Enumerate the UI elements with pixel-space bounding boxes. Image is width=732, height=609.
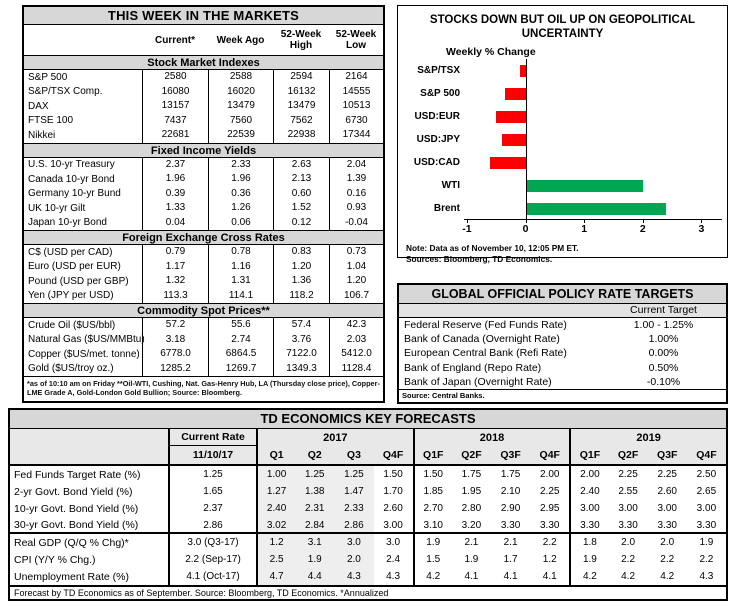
table-row	[24, 201, 383, 216]
row-label: UK 10-yr Gilt	[28, 202, 86, 214]
table-cell: 2.0	[334, 551, 373, 568]
table-cell: 1.36	[273, 274, 329, 289]
table-cell: 4.2	[660, 571, 675, 582]
table-cell: 2594	[273, 70, 329, 85]
chart-category-label: WTI	[441, 180, 460, 192]
table-cell: 0.16	[329, 187, 383, 202]
table-cell: 2.55	[618, 486, 638, 497]
table-cell: 3.76	[273, 333, 329, 348]
markets-section-header: Foreign Exchange Cross Rates	[24, 230, 383, 245]
table-cell: 3.30	[530, 517, 569, 534]
table-cell: 3.00	[657, 503, 677, 514]
policy-rate-table-title: GLOBAL OFFICIAL POLICY RATE TARGETS	[399, 285, 726, 304]
table-row	[10, 500, 726, 517]
table-row	[24, 362, 383, 377]
table-cell: -0.10%	[646, 375, 681, 388]
markets-section-header: Fixed Income Yields	[24, 143, 383, 158]
forecasts-year-header: 2019	[569, 429, 726, 446]
current-rate-cell: 1.65	[168, 483, 256, 500]
chart-x-axis-ticks	[464, 220, 722, 237]
table-cell: 1.00%	[648, 333, 679, 346]
forecasts-table-title: TD ECONOMICS KEY FORECASTS	[10, 410, 726, 429]
table-cell: 0.50%	[648, 361, 679, 374]
table-cell: 1269.7	[208, 362, 273, 377]
row-label: Euro (USD per EUR)	[28, 261, 121, 273]
row-label: Nikkei	[28, 129, 56, 141]
table-cell: 1128.4	[329, 362, 383, 377]
table-cell: 3.20	[452, 517, 491, 534]
table-cell: 4.3	[334, 568, 373, 585]
table-cell: 0.04	[142, 216, 208, 231]
table-cell: 4.1	[503, 571, 518, 582]
table-row	[24, 187, 383, 202]
table-cell: 1.39	[329, 172, 383, 187]
table-cell: 1.20	[273, 260, 329, 275]
forecasts-table-header	[10, 429, 726, 466]
policy-rate-corner-cell	[399, 304, 601, 317]
table-row	[24, 289, 383, 304]
table-cell: 2.25	[657, 469, 677, 480]
markets-section-header: Commodity Spot Prices**	[24, 303, 383, 318]
row-label: DAX	[28, 100, 49, 112]
table-cell: 57.4	[273, 318, 329, 333]
row-label: Copper ($US/met. tonne)	[28, 348, 140, 360]
forecasts-quarter-header: Q3F	[657, 449, 678, 461]
table-cell: 6778.0	[142, 347, 208, 362]
table-cell: 2.1	[464, 537, 479, 548]
table-cell: 2.04	[329, 158, 383, 173]
current-rate-cell: 3.0 (Q3-17)	[168, 534, 256, 551]
row-label: Bank of Canada (Overnight Rate)	[404, 333, 560, 346]
table-row	[10, 466, 726, 483]
chart-category-label: USD:EUR	[414, 111, 460, 123]
table-cell: 1.85	[413, 483, 452, 500]
row-label: FTSE 100	[28, 115, 74, 127]
table-cell: 2.50	[696, 469, 717, 480]
policy-rate-source: Source: Central Banks.	[399, 389, 726, 402]
table-cell: 1.25	[334, 466, 373, 483]
forecasts-current-rate-header: Current Rate	[168, 429, 256, 446]
table-cell: 1.9	[464, 554, 479, 565]
table-cell: 1.25	[295, 466, 334, 483]
table-cell: 7560	[208, 114, 273, 129]
table-cell: 2.1	[503, 537, 518, 548]
forecasts-quarter-header: Q2F	[461, 449, 482, 461]
forecasts-quarter-header: Q1F	[569, 446, 608, 464]
current-rate-cell: 2.37	[168, 500, 256, 517]
chart-note	[406, 243, 719, 265]
row-label: Real GDP (Q/Q % Chg)*	[14, 536, 129, 549]
table-cell: 2.25	[540, 486, 560, 497]
table-cell: 1.50	[383, 469, 403, 480]
row-label: Japan 10-yr Bond	[28, 217, 107, 229]
table-cell: 2.0	[621, 537, 636, 548]
chart-tick-label: 1	[581, 223, 588, 236]
forecasts-table	[8, 408, 728, 601]
table-cell: 3.02	[256, 517, 295, 534]
forecasts-quarter-header: Q3F	[500, 449, 521, 461]
chart-category-label: USD:JPY	[416, 134, 460, 146]
chart-note-line1: Note: Data as of November 10, 12:05 PM ET.	[406, 243, 579, 254]
table-cell: 3.30	[687, 517, 726, 534]
table-cell: 2.95	[540, 503, 560, 514]
table-cell: 3.10	[413, 517, 452, 534]
table-row	[24, 158, 383, 173]
row-label: S&P/TSX Comp.	[28, 86, 103, 98]
table-cell: 13157	[142, 99, 208, 114]
chart-zero-axis	[526, 59, 528, 219]
row-label: CPI (Y/Y % Chg.)	[14, 553, 96, 566]
table-cell: 3.30	[569, 517, 608, 534]
row-label: U.S. 10-yr Treasury	[28, 159, 115, 171]
table-cell: 1.50	[413, 466, 452, 483]
chart-bar	[505, 88, 526, 100]
row-label: 30-yr Govt. Bond Yield (%)	[10, 517, 168, 534]
table-cell: 3.30	[491, 517, 530, 534]
table-row	[24, 245, 383, 260]
table-cell: 2580	[142, 70, 208, 85]
table-cell: 1.2	[256, 534, 295, 551]
table-cell: 1.00	[256, 466, 295, 483]
chart-title: STOCKS DOWN BUT OIL UP ON GEOPOLITICAL UNCERTAINTY	[429, 14, 696, 41]
row-label: 10-yr Govt. Bond Yield (%)	[14, 502, 139, 515]
table-cell: 1.26	[208, 201, 273, 216]
table-cell: 3.0	[386, 537, 401, 548]
table-row	[24, 128, 383, 143]
forecasts-quarter-header: Q1F	[413, 446, 452, 464]
table-cell: 1.16	[208, 260, 273, 275]
table-row	[10, 517, 726, 534]
table-row	[399, 361, 726, 375]
table-cell: 3.00	[374, 517, 413, 534]
table-cell: 6730	[329, 114, 383, 129]
table-cell: 4.2	[621, 571, 636, 582]
table-cell: 2.2	[621, 554, 636, 565]
chart-tick-label: -1	[462, 223, 472, 236]
table-row	[24, 114, 383, 129]
table-cell: 2.40	[256, 500, 295, 517]
table-row	[24, 347, 383, 362]
table-cell: 2.86	[334, 517, 373, 534]
table-row	[24, 99, 383, 114]
table-cell: 113.3	[142, 289, 208, 304]
table-cell: 2.33	[334, 500, 373, 517]
current-rate-cell: 2.86	[168, 517, 256, 534]
table-cell: 1.52	[273, 201, 329, 216]
table-cell: 1.00 - 1.25%	[633, 319, 694, 332]
table-cell: 1.9	[699, 537, 714, 548]
table-cell: 1.38	[295, 483, 334, 500]
current-rate-cell: 1.25	[168, 466, 256, 483]
table-cell: 3.30	[609, 517, 648, 534]
table-cell: 17344	[329, 128, 383, 143]
table-cell: 4.2	[413, 568, 452, 585]
table-cell: 2.03	[329, 333, 383, 348]
table-cell: 2.13	[273, 172, 329, 187]
table-row	[399, 346, 726, 360]
table-cell: 2.25	[618, 469, 638, 480]
table-cell: 6864.5	[208, 347, 273, 362]
table-cell: 1.27	[256, 483, 295, 500]
table-cell: 5412.0	[329, 347, 383, 362]
table-cell: 3.1	[295, 534, 334, 551]
table-cell: 1.20	[329, 274, 383, 289]
table-cell: 1.31	[208, 274, 273, 289]
row-label: Canada 10-yr Bond	[28, 173, 115, 185]
table-cell: 2.5	[256, 551, 295, 568]
table-cell: 22539	[208, 128, 273, 143]
policy-rate-table	[397, 283, 728, 404]
table-cell: 2.74	[208, 333, 273, 348]
table-row	[24, 216, 383, 231]
markets-column-header: 52-Week Low	[335, 29, 377, 51]
table-cell: 114.1	[208, 289, 273, 304]
weekly-change-chart	[397, 5, 728, 265]
table-cell: 1.70	[383, 486, 403, 497]
table-cell: 0.73	[329, 245, 383, 260]
row-label: C$ (USD per CAD)	[28, 246, 113, 258]
table-cell: 2.80	[461, 503, 482, 514]
forecasts-quarter-header: Q2F	[617, 449, 639, 461]
table-cell: 1.9	[295, 551, 334, 568]
table-cell: 3.00	[696, 503, 717, 514]
markets-column-header-row	[24, 25, 383, 55]
table-cell: 2.31	[295, 500, 334, 517]
chart-tick-label: 2	[639, 223, 646, 236]
table-row	[10, 483, 726, 500]
table-row	[10, 534, 726, 551]
table-row	[399, 318, 726, 332]
row-label: Gold ($US/troy oz.)	[28, 363, 114, 375]
table-row	[24, 260, 383, 275]
table-cell: 22938	[273, 128, 329, 143]
table-cell: 2588	[208, 70, 273, 85]
table-cell: 2.37	[142, 158, 208, 173]
table-cell: 118.2	[273, 289, 329, 304]
table-cell: 42.3	[329, 318, 383, 333]
row-label: Yen (JPY per USD)	[28, 290, 114, 302]
table-row	[10, 568, 726, 585]
policy-rate-table-body	[399, 318, 726, 389]
forecasts-quarter-header: Q4F	[539, 449, 560, 461]
chart-note-line2: Sources: Bloomberg, TD Economics.	[406, 254, 553, 265]
forecasts-quarter-header: Q2	[307, 449, 322, 461]
table-cell: 0.93	[329, 201, 383, 216]
table-cell: 7562	[273, 114, 329, 129]
table-cell: 14555	[329, 85, 383, 100]
table-cell: 1.33	[142, 201, 208, 216]
table-cell: 1349.3	[273, 362, 329, 377]
table-cell: 2.00	[540, 469, 560, 480]
table-row	[24, 172, 383, 187]
table-row	[399, 375, 726, 389]
row-label: European Central Bank (Refi Rate)	[404, 347, 567, 360]
table-cell: 4.7	[256, 568, 295, 585]
table-cell: 0.12	[273, 216, 329, 231]
current-rate-cell: 2.2 (Sep-17)	[168, 551, 256, 568]
table-cell: 22681	[142, 128, 208, 143]
table-cell: 10513	[329, 99, 383, 114]
markets-column-header: Week Ago	[216, 34, 265, 46]
row-label: Natural Gas ($US/MMBtu)	[28, 334, 145, 346]
forecasts-table-body	[10, 466, 726, 585]
table-cell: 2.4	[386, 554, 401, 565]
table-cell: 0.36	[208, 187, 273, 202]
table-cell: 4.1	[542, 571, 557, 582]
table-cell: 2.40	[569, 483, 608, 500]
table-cell: 1.47	[334, 483, 373, 500]
table-cell: 1.9	[413, 534, 452, 551]
table-cell: 16132	[273, 85, 329, 100]
table-cell: 0.00%	[648, 347, 679, 360]
chart-category-label: USD:CAD	[413, 157, 460, 169]
table-cell: 1.75	[461, 469, 482, 480]
table-cell: 4.1	[464, 571, 479, 582]
table-row	[24, 333, 383, 348]
table-cell: 3.00	[618, 503, 638, 514]
row-label: Crude Oil ($US/bbl)	[28, 319, 116, 331]
forecasts-year-header: 2018	[413, 429, 570, 446]
table-cell: 2.10	[500, 486, 521, 497]
table-cell: 4.3	[699, 571, 714, 582]
table-cell: 1.96	[142, 172, 208, 187]
table-cell: 16020	[208, 85, 273, 100]
table-cell: 0.79	[142, 245, 208, 260]
table-cell: 2.84	[295, 517, 334, 534]
chart-tick-label: 3	[698, 223, 705, 236]
table-cell: 3.00	[569, 500, 608, 517]
forecasts-quarter-header: Q4F	[382, 449, 404, 461]
table-cell: 1.7	[503, 554, 518, 565]
table-cell: 1.32	[142, 274, 208, 289]
chart-plot-area	[413, 59, 722, 220]
table-cell: 2.65	[696, 486, 717, 497]
markets-table-title: THIS WEEK IN THE MARKETS	[24, 7, 383, 25]
markets-table	[22, 5, 385, 403]
forecasts-year-header: 2017	[256, 429, 413, 446]
row-label: Germany 10-yr Bund	[28, 188, 121, 200]
table-cell: 16080	[142, 85, 208, 100]
markets-table-body	[24, 25, 383, 376]
table-cell: 55.6	[208, 318, 273, 333]
table-cell: 2.90	[500, 503, 521, 514]
table-cell: 1.5	[413, 551, 452, 568]
forecasts-current-rate-date: 11/10/17	[168, 446, 256, 464]
table-cell: 2.2	[660, 554, 675, 565]
table-row	[24, 85, 383, 100]
chart-category-label: Brent	[433, 203, 460, 215]
chart-bar	[526, 203, 667, 215]
table-cell: 2.70	[413, 500, 452, 517]
table-row	[24, 70, 383, 85]
chart-bar	[496, 111, 525, 123]
table-cell: 1.04	[329, 260, 383, 275]
markets-column-header: Current*	[154, 34, 195, 46]
table-cell: 1285.2	[142, 362, 208, 377]
table-row	[24, 318, 383, 333]
table-cell: -0.04	[329, 216, 383, 231]
row-label: Bank of Japan (Overnight Rate)	[404, 375, 552, 388]
chart-bar	[502, 134, 525, 146]
table-cell: 13479	[208, 99, 273, 114]
forecasts-corner-cell	[10, 429, 168, 464]
table-row	[10, 551, 726, 568]
table-cell: 1.8	[569, 534, 608, 551]
table-cell: 2.2	[699, 554, 714, 565]
table-cell: 13479	[273, 99, 329, 114]
table-cell: 3.30	[648, 517, 687, 534]
table-cell: 2.0	[660, 537, 675, 548]
table-cell: 1.17	[142, 260, 208, 275]
table-cell: 7437	[142, 114, 208, 129]
table-cell: 0.78	[208, 245, 273, 260]
row-label: Federal Reserve (Fed Funds Rate)	[404, 319, 567, 332]
table-cell: 1.96	[208, 172, 273, 187]
chart-tick-label: 0	[522, 223, 529, 236]
row-label: Pound (USD per GBP)	[28, 275, 129, 287]
forecasts-quarter-header: Q4F	[696, 449, 717, 461]
table-cell: 2.60	[383, 503, 403, 514]
row-label: 2-yr Govt. Bond Yield (%)	[14, 485, 133, 498]
row-label: Fed Funds Target Rate (%)	[14, 468, 141, 481]
table-cell: 1.2	[542, 554, 557, 565]
chart-bar	[526, 180, 643, 192]
markets-section-header: Stock Market Indexes	[24, 55, 383, 70]
table-cell: 3.18	[142, 333, 208, 348]
chart-category-label: S&P/TSX	[417, 65, 460, 77]
table-cell: 3.0	[334, 534, 373, 551]
forecasts-table-footer: Forecast by TD Economics as of September. Source: Bloomberg, TD Economics. *Annualized	[10, 585, 726, 599]
markets-column-header: 52-Week High	[280, 29, 322, 51]
table-cell: 106.7	[329, 289, 383, 304]
chart-axis-label: Weekly % Change	[446, 46, 536, 59]
forecasts-quarter-header: Q1	[256, 446, 295, 464]
row-label: Unemployment Rate (%)	[14, 570, 129, 583]
row-label: Bank of England (Repo Rate)	[404, 361, 542, 374]
table-cell: 2164	[329, 70, 383, 85]
table-cell: 4.4	[295, 568, 334, 585]
chart-category-label: S&P 500	[420, 88, 460, 100]
forecasts-quarter-header: Q3	[346, 449, 361, 461]
row-label: S&P 500	[28, 71, 68, 83]
chart-bar	[490, 157, 525, 169]
table-row	[399, 332, 726, 346]
table-cell: 2.33	[208, 158, 273, 173]
table-cell: 1.95	[461, 486, 482, 497]
table-cell: 2.00	[569, 466, 608, 483]
markets-table-footnote: *as of 10:10 am on Friday **Oil-WTI, Cushing, Nat. Gas-Henry Hub, LA (Thursday close price), Copper-LME Grade A, Gold-London Gold Bullion; Source: Bloomberg.	[24, 376, 383, 401]
table-cell: 57.2	[142, 318, 208, 333]
table-cell: 4.3	[386, 571, 401, 582]
policy-rate-column-header: Current Target	[630, 304, 697, 316]
table-cell: 0.06	[208, 216, 273, 231]
policy-rate-column-header-row	[399, 304, 726, 318]
table-cell: 0.60	[273, 187, 329, 202]
table-cell: 1.9	[569, 551, 608, 568]
table-cell: 1.75	[500, 469, 521, 480]
table-cell: 7122.0	[273, 347, 329, 362]
current-rate-cell: 4.1 (Oct-17)	[168, 568, 256, 585]
table-cell: 2.63	[273, 158, 329, 173]
table-cell: 2.2	[542, 537, 557, 548]
table-cell: 4.2	[569, 568, 608, 585]
table-cell: 2.60	[657, 486, 677, 497]
table-cell: 0.83	[273, 245, 329, 260]
table-cell: 0.39	[142, 187, 208, 202]
table-row	[24, 274, 383, 289]
